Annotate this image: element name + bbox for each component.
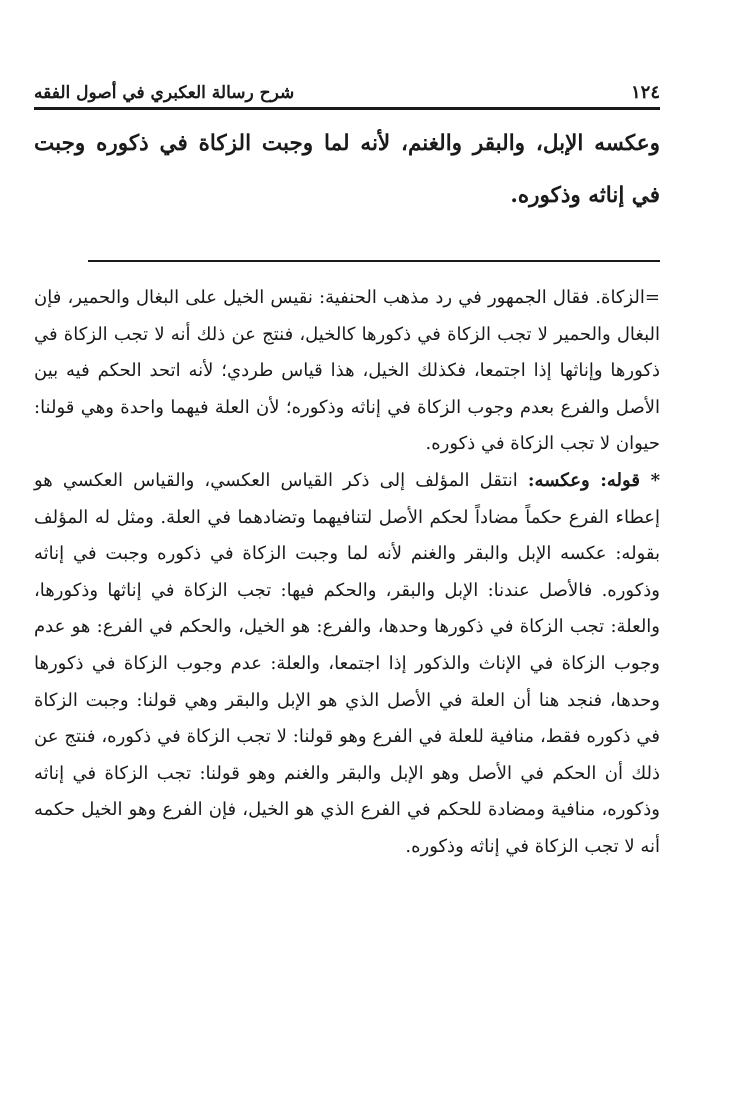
page-number: ١٢٤ (630, 82, 660, 103)
page-header (34, 70, 660, 110)
commentary-body: انتقل المؤلف إلى ذكر القياس العكسي، والقياس العكسي هو إعطاء الفرع حكماً مضاداً لحكم الأصل لتنافيهما وتضادهما في العلة. ومثل له المؤلف بقوله: عكسه الإبل والبقر والغنم لأنه لما وجبت الزكاة في ذكوره وجبت في إناثه وذكوره. فالأصل عندنا: الإبل والبقر، والحكم فيها: تجب الزكاة في إناثها وذكورها، والعلة: تجب الزكاة في ذكورها وحدها، والفرع: هو الخيل، والحكم في الفرع: هو عدم وجوب الزكاة في الإناث والذكور إذا اجتمعا، والعلة: عدم وجوب الزكاة في ذكورها وحدها، فنجد هنا أن العلة في الأصل الذي هو الإبل والبقر وهي قولنا: وجبت الزكاة في ذكوره فقط، منافية للعلة في الفرع وهو قولنا: لا تجب الزكاة في ذكوره، فنتج عن ذلك أن الحكم في الأصل وهو الإبل والبقر والغنم وهو قولنا: تجب الزكاة في إناثه وذكوره، منافية ومضادة للحكم في الفرع الذي هو الخيل، فإن الفرع وهو الخيل حكمه أنه لا تجب الزكاة في إناثه وذكوره. (34, 469, 660, 857)
commentary-paragraph (34, 463, 660, 866)
main-text: وعكسه الإبل، والبقر والغنم، لأنه لما وجبت الزكاة في ذكوره وجبت في إناثه وذكوره. (34, 131, 660, 208)
footnote-continuation: =الزكاة. فقال الجمهور في رد مذهب الحنفية: نقيس الخيل على البغال والحمير، فإن البغال والحمير لا تجب الزكاة في ذكورها كالخيل، فنتج عن ذلك أنه لا تجب الزكاة في ذكورها وإناثها إذا اجتمعا، فكذلك الخيل، هذا قياس طردي؛ لأنه اتحد الحكم فيه بين الأصل والفرع بعدم وجوب الزكاة في إناثه وذكوره؛ لأن العلة فيهما واحدة وهي قولنا: حيوان لا تجب الزكاة في ذكوره. (34, 287, 660, 455)
commentary-marker: * قوله: وعكسه: (527, 469, 660, 491)
commentary-section (34, 280, 660, 866)
running-title: شرح رسالة العكبري في أصول الفقه (34, 83, 295, 103)
footnote-separator (88, 260, 660, 262)
